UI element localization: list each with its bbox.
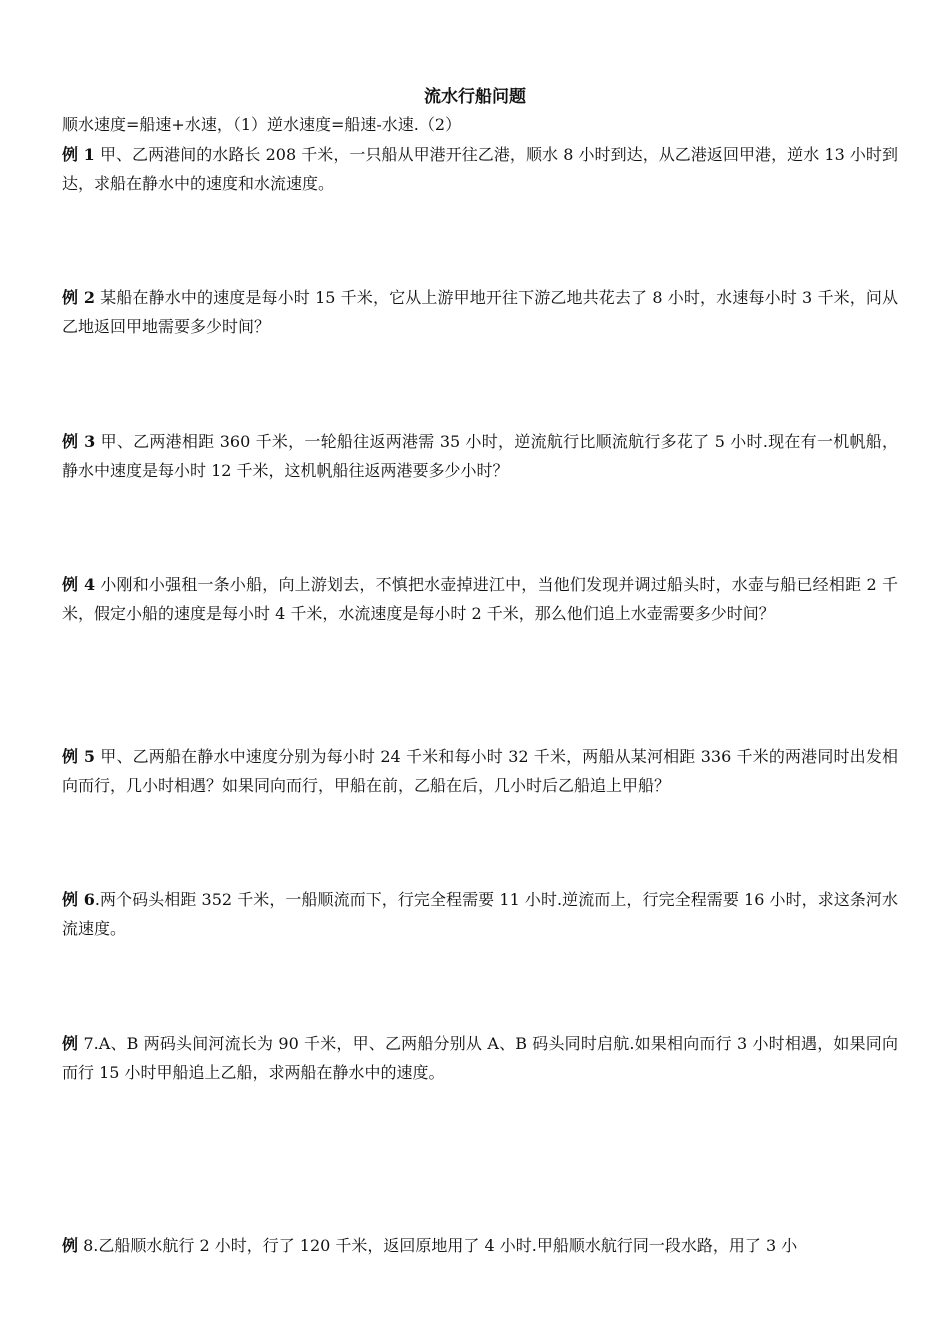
example-6-text: .两个码头相距 352 千米，一船顺流而下，行完全程需要 11 小时.逆流而上，行完全程需要 16 小时，求这条河水流速度。 xyxy=(62,890,898,938)
example-2-label: 例 2 xyxy=(62,288,95,307)
example-2 xyxy=(62,283,898,341)
example-5 xyxy=(62,742,898,800)
example-7-label: 例 xyxy=(62,1034,79,1053)
example-3-text: 甲、乙两港相距 360 千米，一轮船往返两港需 35 小时，逆流航行比顺流航行多花了 5 小时.现在有一机帆船，静水中速度是每小时 12 千米，这机帆船往返两港要多少小时？ xyxy=(62,432,898,480)
example-8-label: 例 xyxy=(62,1236,79,1255)
example-1 xyxy=(62,140,898,198)
example-2-text: 某船在静水中的速度是每小时 15 千米，它从上游甲地开往下游乙地共花去了 8 小时，水速每小时 3 千米，问从乙地返回甲地需要多少时间？ xyxy=(62,288,898,336)
example-4-label: 例 4 xyxy=(62,575,96,594)
example-3-label: 例 3 xyxy=(62,432,96,451)
example-6 xyxy=(62,885,898,943)
example-8 xyxy=(62,1231,898,1260)
example-1-label: 例 1 xyxy=(62,145,95,164)
example-8-text: 8.乙船顺水航行 2 小时，行了 120 千米，返回原地用了 4 小时.甲船顺水航行同一段水路，用了 3 小 xyxy=(78,1236,798,1255)
example-7-text: 7.A、B 两码头间河流长为 90 千米，甲、乙两船分别从 A、B 码头同时启航.如果相向而行 3 小时相遇，如果同向而行 15 小时甲船追上乙船，求两船在静水中的速度。 xyxy=(62,1034,898,1082)
example-5-text: 甲、乙两船在静水中速度分别为每小时 24 千米和每小时 32 千米，两船从某河相距 336 千米的两港同时出发相向而行，几小时相遇？如果同向而行，甲船在前，乙船在后，几小时后乙船追上甲船？ xyxy=(62,747,898,795)
document-title: 流水行船问题 xyxy=(424,87,526,107)
example-3 xyxy=(62,427,898,485)
example-5-label: 例 5 xyxy=(62,747,96,766)
formula-line: 顺水速度=船速+水速，（1）逆水速度=船速-水速.（2） xyxy=(62,115,462,134)
example-4 xyxy=(62,570,898,628)
example-4-text: 小刚和小强租一条小船，向上游划去，不慎把水壶掉进江中，当他们发现并调过船头时，水壶与船已经相距 2 千米，假定小船的速度是每小时 4 千米，水流速度是每小时 2 千米，那么他们追上水壶需要多少时间？ xyxy=(62,575,898,623)
example-1-text: 甲、乙两港间的水路长 208 千米，一只船从甲港开往乙港，顺水 8 小时到达，从乙港返回甲港，逆水 13 小时到达，求船在静水中的速度和水流速度。 xyxy=(62,145,898,193)
example-7 xyxy=(62,1029,898,1087)
example-6-label: 例 6 xyxy=(62,890,95,909)
